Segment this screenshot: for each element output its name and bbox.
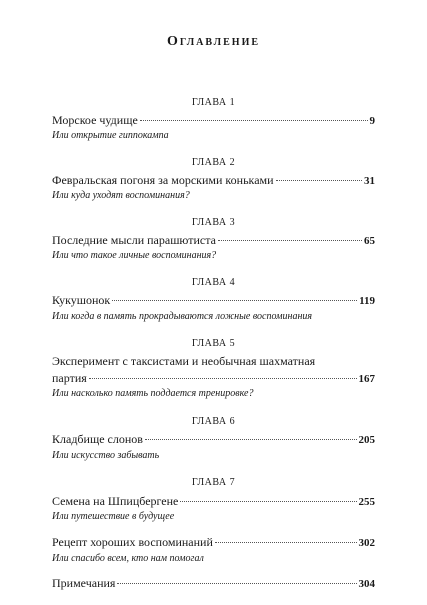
- toc-entry[interactable]: [52, 293, 375, 308]
- dot-leader: [117, 583, 356, 584]
- entry-title: Февральская погоня за морскими коньками: [52, 173, 274, 187]
- entry-subtitle: Или когда в память прокрадываются ложные воспоминания: [52, 311, 313, 322]
- entry-subtitle: Или насколько память поддается тренировке?: [52, 388, 254, 399]
- dot-leader: [276, 180, 362, 181]
- page-number: 65: [364, 235, 375, 247]
- entry-subtitle: Или искусство забывать: [52, 450, 160, 461]
- toc-entry[interactable]: [52, 535, 375, 550]
- page-title: Оглавление: [166, 34, 261, 49]
- dot-leader: [89, 378, 357, 379]
- page-number: 205: [358, 434, 375, 446]
- toc-entry[interactable]: [52, 371, 375, 386]
- toc-entry[interactable]: [52, 432, 375, 447]
- entry-subtitle: Или что такое личные воспоминания?: [52, 250, 217, 261]
- entry-title: партия: [52, 371, 87, 385]
- entry-title: Кладбище слонов: [52, 432, 143, 446]
- dot-leader: [215, 542, 357, 543]
- toc-entry[interactable]: [52, 233, 375, 248]
- chapter-label: ГЛАВА 1: [191, 97, 236, 108]
- entry-title: Морское чудище: [52, 113, 138, 127]
- page-number: 255: [358, 496, 375, 508]
- page-number: 119: [359, 295, 375, 307]
- entry-subtitle: Или куда уходят воспоминания?: [52, 190, 190, 201]
- entry-title: Рецепт хороших воспоминаний: [52, 535, 213, 549]
- entry-subtitle: Или открытие гиппокампа: [52, 130, 169, 141]
- page-number: 167: [358, 373, 375, 385]
- entry-title: Примечания: [52, 576, 116, 590]
- entry-title: Последние мысли парашютиста: [52, 233, 216, 247]
- page-number: 304: [358, 578, 375, 590]
- chapter-label: ГЛАВА 5: [191, 338, 236, 349]
- entry-title: Семена на Шпицбергене: [52, 494, 179, 508]
- entry-subtitle: Или спасибо всем, кто нам помогал: [52, 553, 204, 564]
- toc-entry[interactable]: [52, 576, 375, 591]
- toc-entry[interactable]: [52, 494, 375, 509]
- page-number: 302: [358, 537, 375, 549]
- page-number: 31: [364, 175, 375, 187]
- dot-leader: [180, 501, 356, 502]
- chapter-label: ГЛАВА 2: [191, 157, 236, 168]
- dot-leader: [145, 439, 357, 440]
- dot-leader: [112, 300, 357, 301]
- toc-entry[interactable]: [52, 173, 375, 188]
- chapter-label: ГЛАВА 6: [191, 416, 236, 427]
- dot-leader: [140, 120, 368, 121]
- chapter-label: ГЛАВА 4: [191, 277, 236, 288]
- entry-title: Кукушонок: [52, 293, 111, 307]
- chapter-label: ГЛАВА 7: [191, 477, 236, 488]
- dot-leader: [218, 240, 362, 241]
- entry-subtitle: Или путешествие в будущее: [52, 511, 175, 522]
- entry-title-line[interactable]: Эксперимент с таксистами и необычная шахматная: [52, 354, 316, 368]
- page-number: 9: [369, 115, 375, 127]
- chapter-label: ГЛАВА 3: [191, 217, 236, 228]
- toc-entry[interactable]: [52, 113, 375, 128]
